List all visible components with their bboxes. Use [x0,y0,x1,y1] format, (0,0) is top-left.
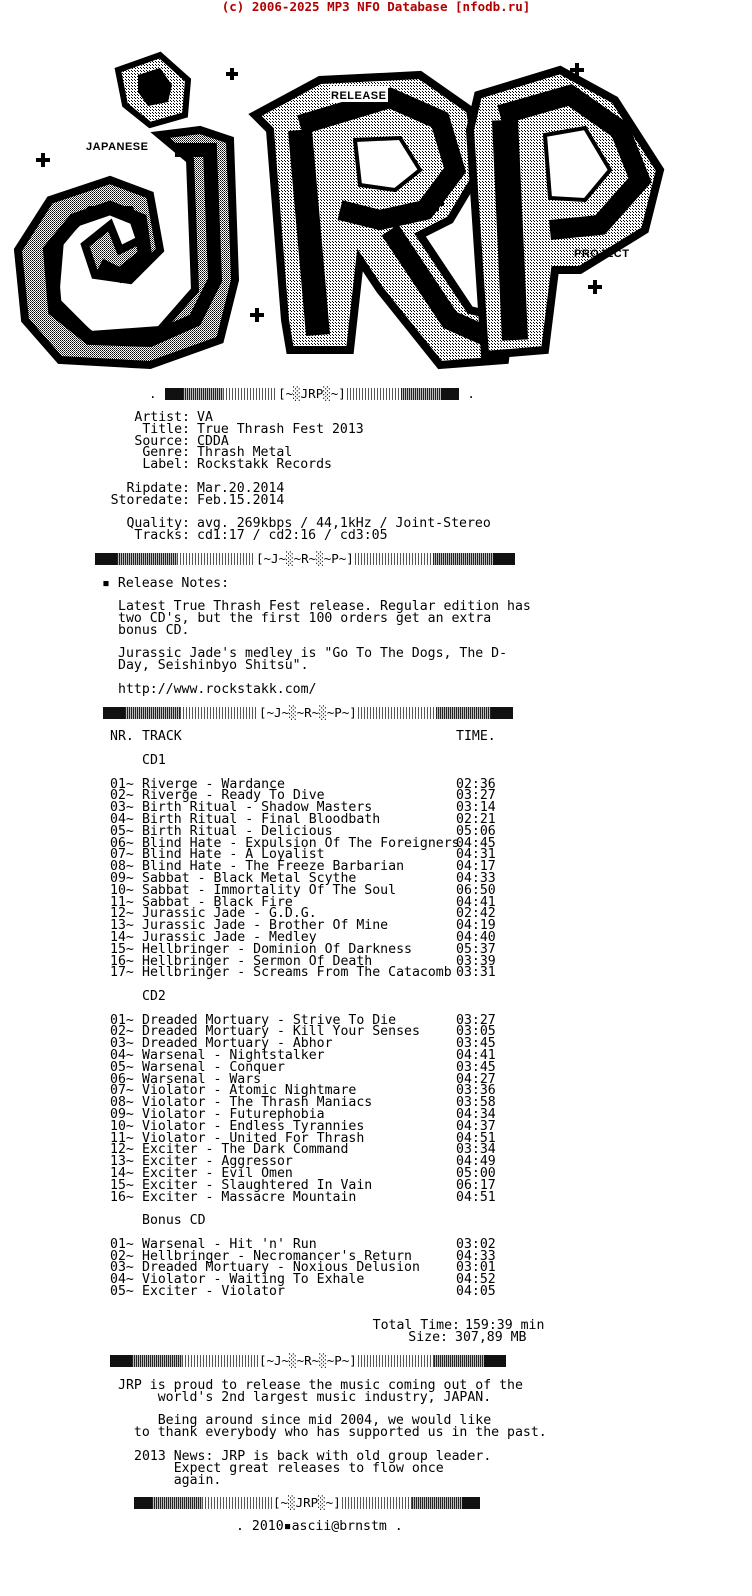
track-number: 04~ [110,1048,134,1063]
label-value: Rockstakk Records [197,457,332,473]
track-title: Hellbringer - Necromancer's Return [142,1248,412,1264]
track-number: 14~ [110,930,134,945]
track-title: Hellbringer - Screams From The Catacomb [142,965,452,981]
genre-label: Genre: [142,445,190,461]
col-nr: NR. [110,729,134,744]
track-number: 13~ [110,1154,134,1170]
total-time-label: Total Time: [372,1318,460,1333]
track-time: 03:45 [456,1059,496,1075]
track-time: 05:06 [456,823,496,839]
track-number: 09~ [110,871,134,886]
track-title: Warsenal - Hit 'n' Run [142,1236,317,1252]
track-title: Birth Ritual - Final Bloodbath [142,812,381,827]
track-number: 09~ [110,1107,134,1122]
outro-paragraph-3: 2013 News: JRP is back with old group leader. Expect great releases to flow once again. [134,1449,492,1488]
track-time: 03:34 [456,1142,496,1158]
track-number: 08~ [110,1095,134,1111]
track-title: Hellbringer - Sermon Of Death [142,953,373,969]
notes-heading: ▪ Release Notes: [102,576,230,591]
logo-p [470,70,660,355]
track-number: 01~ [110,1012,134,1028]
divider-tracklist: [~J~░~R~░~P~] [103,707,513,719]
track-title: Blind Hate - A Loyalist [142,847,325,863]
notes-url[interactable]: http://www.rockstakk.com/ [118,682,317,697]
track-number: 13~ [110,918,134,934]
source-value: CDDA [197,433,229,449]
track-title: Blind Hate - The Freeze Barbarian [142,859,405,875]
track-time: 03:27 [456,1012,496,1028]
track-time: 04:05 [456,1284,496,1299]
divider-outro: [~J~░~R~░~P~] [110,1355,506,1367]
col-time: TIME. [456,729,496,744]
quality-label: Quality: [126,516,190,532]
ripdate-value: Mar.20.2014 [197,480,285,496]
track-title: Birth Ritual - Shadow Masters [142,800,373,816]
track-number: 16~ [110,1189,134,1205]
track-time: 04:33 [456,1248,496,1264]
track-time: 04:40 [456,930,496,945]
track-time: 04:27 [456,1071,496,1087]
divider-notes [95,553,515,565]
track-number: 06~ [110,1071,134,1087]
track-time: 05:00 [456,1166,496,1181]
track-time: 05:37 [456,941,496,957]
track-title: Violator - United For Thrash [142,1130,365,1146]
track-row [110,1189,710,1205]
logo-label-project: PROJECT [574,248,630,260]
track-number: 11~ [110,894,134,910]
genre-value: Thrash Metal [197,445,293,461]
track-time: 04:33 [456,871,496,886]
track-number: 03~ [110,1036,134,1052]
track-number: 02~ [110,788,134,804]
track-time: 03:01 [456,1260,496,1276]
artist-value: VA [197,410,213,425]
track-title: Violator - Atomic Nightmare [142,1083,357,1099]
track-title: Riverge - Ready To Dive [142,788,325,804]
logo-label-release: RELEASE [331,90,387,102]
col-track: TRACK [142,729,182,744]
label-label: Label: [142,457,190,473]
track-title: Violator - The Thrash Maniacs [142,1095,373,1111]
track-row [110,1286,710,1298]
track-time: 04:19 [456,918,496,934]
signature: . 2010▪ascii@brnstm . [236,1519,403,1534]
track-number: 14~ [110,1166,134,1181]
total-size-label: Size: [408,1330,448,1345]
track-title: Sabbat - Black Metal Scythe [142,871,357,886]
track-number: 05~ [110,1284,134,1299]
track-number: 02~ [110,1024,134,1040]
tracklist-header [110,731,710,743]
track-time: 03:02 [456,1236,496,1252]
track-time: 03:14 [456,800,496,816]
track-time: 03:45 [456,1036,496,1052]
logo-j-dot [118,55,188,125]
track-title: Blind Hate - Expulsion Of The Foreigners [142,835,460,851]
track-row [110,967,710,979]
notes-paragraph-1: Latest True Thrash Fest release. Regular edition has two CD's, but the first 100 orders get an extra bonus CD. [118,599,531,638]
disc-heading [110,991,710,1003]
track-time: 04:51 [456,1130,496,1146]
total-time-value: 159:39 min [465,1318,545,1333]
title-label: Title: [142,421,190,437]
track-number: 03~ [110,1260,134,1276]
track-time: 04:41 [456,894,496,910]
track-title: Exciter - Aggressor [142,1154,293,1170]
track-title: Exciter - Evil Omen [142,1166,293,1181]
track-title: Violator - Waiting To Exhale [142,1272,365,1288]
tracks-label: Tracks: [134,528,190,543]
track-title: Dreaded Mortuary - Abhor [142,1036,333,1052]
track-title: Jurassic Jade - G.D.G. [142,906,317,922]
jrp-logo [0,20,752,390]
tracks-value: cd1:17 / cd2:16 / cd3:05 [197,528,388,543]
track-time: 06:50 [456,882,496,898]
outro-paragraph-1: JRP is proud to release the music coming out of the world's 2nd largest music industry, JAPAN. [118,1378,523,1405]
track-number: 08~ [110,859,134,875]
track-title: Exciter - Massacre Mountain [142,1189,357,1205]
track-time: 03:27 [456,788,496,804]
track-number: 05~ [110,1059,134,1075]
top-divider: . [~░JRP░~] . [149,386,475,401]
storedate-value: Feb.15.2014 [197,492,285,508]
title-value: True Thrash Fest 2013 [197,421,364,437]
track-number: 02~ [110,1248,134,1264]
artist-label: Artist: [134,410,190,425]
track-number: 05~ [110,823,134,839]
track-title: Dreaded Mortuary - Noxious Delusion [142,1260,420,1276]
track-title: Exciter - Violator [142,1284,285,1299]
track-time: 03:05 [456,1024,496,1040]
track-title: Violator - Endless Tyrannies [142,1118,365,1134]
track-time: 04:45 [456,835,496,851]
track-title: Warsenal - Wars [142,1071,262,1087]
track-title: Exciter - Slaughtered In Vain [142,1177,373,1193]
track-time: 03:58 [456,1095,496,1111]
track-time: 06:17 [456,1177,496,1193]
outro-paragraph-2: Being around since mid 2004, we would like to thank everybody who has supported us in the past. [133,1413,547,1440]
track-number: 01~ [110,776,134,792]
disc-name: Bonus CD [142,1213,206,1229]
track-time: 04:52 [456,1272,496,1288]
track-number: 10~ [110,1118,134,1134]
track-title: Dreaded Mortuary - Kill Your Senses [142,1024,420,1040]
track-title: Sabbat - Black Fire [142,894,293,910]
track-title: Warsenal - Nightstalker [142,1048,325,1063]
track-number: 15~ [110,1177,134,1193]
track-number: 15~ [110,941,134,957]
track-title: Exciter - The Dark Command [142,1142,349,1158]
storedate-label: Storedate: [110,492,190,508]
track-time: 04:41 [456,1048,496,1063]
track-number: 03~ [110,800,134,816]
track-number: 11~ [110,1130,134,1146]
track-time: 04:37 [456,1118,496,1134]
track-title: Jurassic Jade - Medley [142,930,317,945]
track-time: 04:31 [456,847,496,863]
track-time: 02:21 [456,812,496,827]
track-number: 07~ [110,1083,134,1099]
track-title: Violator - Futurephobia [142,1107,325,1122]
source-label: Source: [134,433,190,449]
track-number: 17~ [110,965,134,981]
track-title: Riverge - Wardance [142,776,285,792]
disc-heading [110,1215,710,1227]
bottom-divider: [~░JRP░~] [134,1497,480,1509]
track-number: 01~ [110,1236,134,1252]
disc-name: CD1 [142,753,166,768]
track-number: 04~ [110,1272,134,1288]
track-title: Hellbringer - Dominion Of Darkness [142,941,412,957]
track-time: 04:34 [456,1107,496,1122]
track-title: Dreaded Mortuary - Strive To Die [142,1012,397,1028]
track-time: 04:17 [456,859,496,875]
track-title: Birth Ritual - Delicious [142,823,333,839]
track-number: 16~ [110,953,134,969]
jrp-bar-text: [~J~░~R~░~P~] [256,551,354,566]
track-number: 06~ [110,835,134,851]
quality-value: avg. 269kbps / 44,1kHz / Joint-Stereo [197,516,491,532]
track-time: 03:31 [456,965,496,981]
jrp-tag: [~░JRP░~] [278,386,346,401]
track-time: 02:36 [456,776,496,792]
disc-name: CD2 [142,989,166,1004]
logo-j [18,130,235,365]
track-time: 03:36 [456,1083,496,1099]
ripdate-label: Ripdate: [126,480,190,496]
track-time: 04:51 [456,1189,496,1205]
track-number: 12~ [110,906,134,922]
track-title: Sabbat - Immortality Of The Soul [142,882,397,898]
logo-label-japanese: JAPANESE [86,141,149,153]
track-number: 07~ [110,847,134,863]
track-time: 04:49 [456,1154,496,1170]
notes-paragraph-2: Jurassic Jade's medley is "Go To The Dogs, The D- Day, Seishinbyo Shitsu". [118,646,508,673]
track-time: 02:42 [456,906,496,922]
track-number: 12~ [110,1142,134,1158]
track-number: 10~ [110,882,134,898]
disc-heading [110,755,710,767]
track-number: 04~ [110,812,134,827]
site-header: (c) 2006-2025 MP3 NFO Database [nfodb.ru] [221,0,531,14]
track-title: Warsenal - Conquer [142,1059,285,1075]
track-time: 03:39 [456,953,496,969]
track-title: Jurassic Jade - Brother Of Mine [142,918,389,934]
total-size-value: 307,89 MB [455,1330,527,1345]
